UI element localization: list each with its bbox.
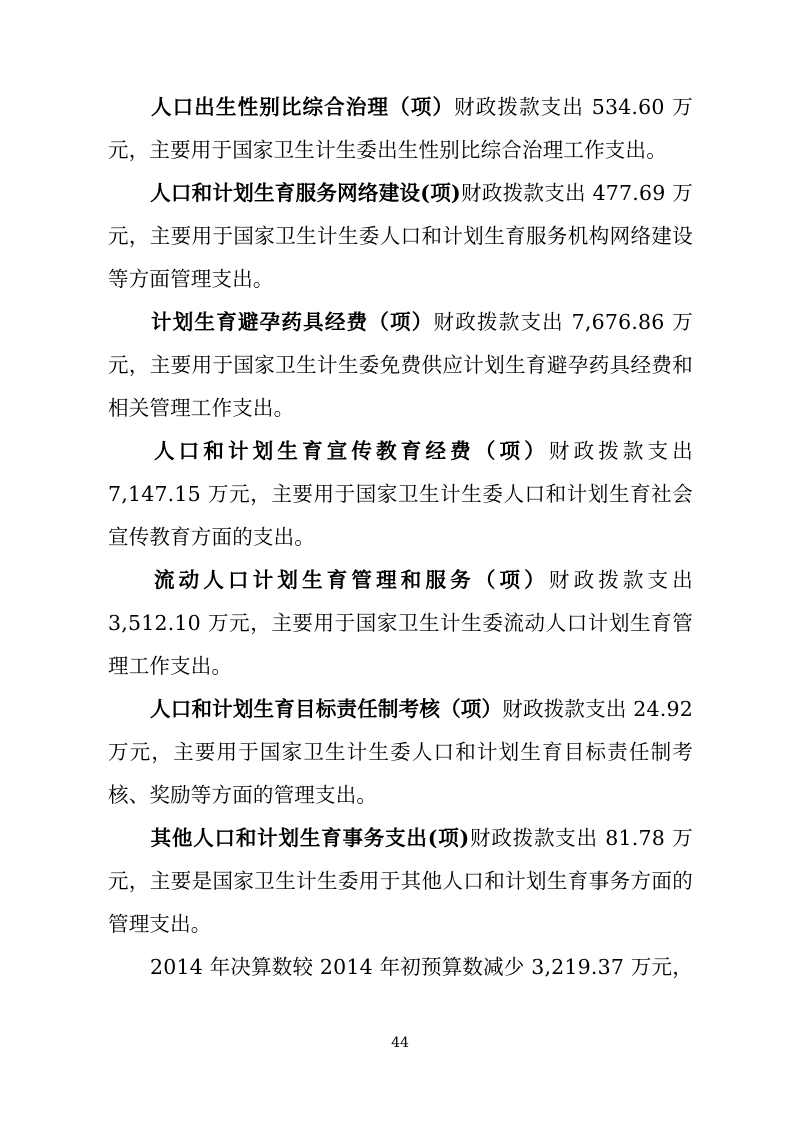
paragraph-lead: 人口和计划生育宣传教育经费（项） xyxy=(150,439,549,463)
paragraph xyxy=(108,559,693,688)
paragraph-text: 2014 年决算数较 2014 年初预算数减少 3,219.37 万元， xyxy=(150,955,693,979)
paragraph xyxy=(108,946,693,989)
paragraph xyxy=(108,86,693,172)
paragraph-text: 财政拨款支出 477.69 万元，主要用于国家卫生计生委人口和计划生育服务机构网络建设等方面管理支出。 xyxy=(108,181,693,291)
paragraph xyxy=(108,430,693,559)
paragraph-text: 财政拨款支出 7,676.86 万元，主要用于国家卫生计生委免费供应计划生育避孕药具经费和相关管理工作支出。 xyxy=(108,310,693,420)
page-number: 44 xyxy=(391,1035,409,1051)
paragraph-lead: 人口出生性别比综合治理（项） xyxy=(150,95,455,119)
paragraph-lead: 人口和计划生育服务网络建设(项) xyxy=(150,181,461,205)
paragraph-text: 财政拨款支出 81.78 万元，主要是国家卫生计生委用于其他人口和计划生育事务方面的管理支出。 xyxy=(108,826,693,936)
paragraph-text: 财政拨款支出 534.60 万元，主要用于国家卫生计生委出生性别比综合治理工作支出。 xyxy=(108,95,693,162)
paragraph-text: 财政拨款支出 24.92 万元，主要用于国家卫生计生委人口和计划生育目标责任制考核、奖励等方面的管理支出。 xyxy=(108,697,693,807)
page-body xyxy=(108,86,693,989)
paragraph-lead: 人口和计划生育目标责任制考核（项） xyxy=(150,697,503,721)
paragraph xyxy=(108,172,693,301)
paragraph xyxy=(108,301,693,430)
paragraph-lead: 其他人口和计划生育事务支出(项) xyxy=(150,826,470,850)
paragraph xyxy=(108,688,693,817)
paragraph-text: 财政拨款支出 7,147.15 万元，主要用于国家卫生计生委人口和计划生育社会宣传教育方面的支出。 xyxy=(108,439,693,549)
paragraph-text: 财政拨款支出 3,512.10 万元，主要用于国家卫生计生委流动人口计划生育管理工作支出。 xyxy=(108,568,693,678)
paragraph xyxy=(108,817,693,946)
paragraph-lead: 计划生育避孕药具经费（项） xyxy=(150,310,434,334)
paragraph-lead: 流动人口计划生育管理和服务（项） xyxy=(150,568,549,592)
